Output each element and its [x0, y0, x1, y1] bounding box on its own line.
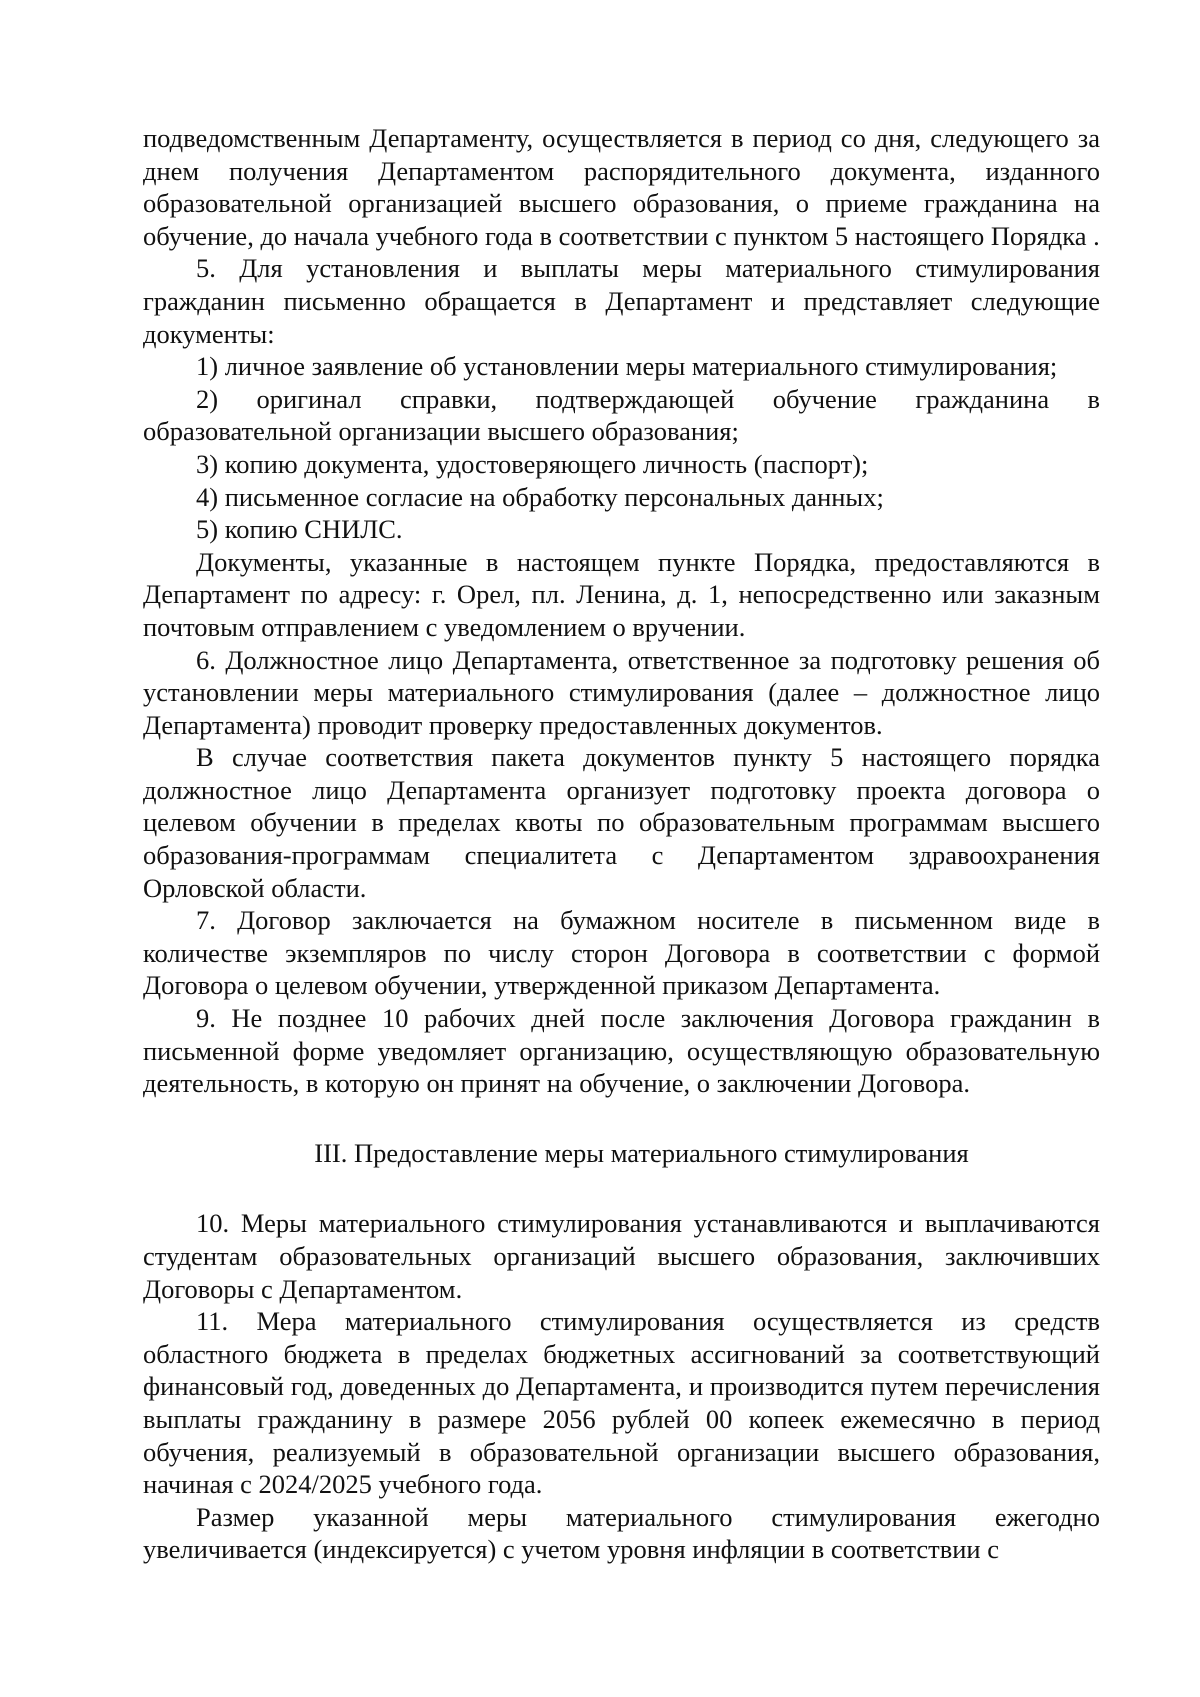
paragraph-item-7: 7. Договор заключается на бумажном носителе в письменном виде в количестве экземпляров по числу сторон Договора в соответствии с формой Договора о целевом обучении, утвержденной приказом Департамента. — [143, 905, 1100, 1001]
list-item-5: 5) копию СНИЛС. — [196, 514, 403, 545]
paragraph-item-10: 10. Меры материального стимулирования устанавливаются и выплачиваются студентам образовательных организаций высшего образования, заключивших Договоры с Департаментом. — [143, 1208, 1100, 1304]
paragraph-indexation: Размер указанной меры материального стимулирования ежегодно увеличивается (индексируется) с учетом уровня инфляции в соответствии с — [143, 1501, 1100, 1565]
paragraph-continuation: подведомственным Департаменту, осуществляется в период со дня, следующего за днем получения Департаментом распорядительного документа, изданного образовательной организацией высшего образования, о приеме гражданина на обучение, до начала учебного года в соответствии с пунктом 5 настоящего Порядка . — [143, 123, 1100, 251]
list-item-3: 3) копию документа, удостоверяющего личность (паспорт); — [196, 448, 869, 479]
paragraph-item-9: 9. Не позднее 10 рабочих дней после заключения Договора гражданин в письменной форме уведомляет организацию, осуществляющую образовательную деятельность, в которую он принят на обучение, о заключении Договора. — [143, 1003, 1100, 1099]
paragraph-item-11: 11. Мера материального стимулирования осуществляется из средств областного бюджета в пределах бюджетных ассигнований за соответствующий финансовый год, доведенных до Департамента, и производится путем перечисления выплаты гражданину в размере 2056 рублей 00 копеек ежемесячно в период обучения, реализуемый в образовательной организации высшего образования, начиная с 2024/2025 учебного года. — [143, 1306, 1100, 1500]
list-item-1: 1) личное заявление об установлении меры материального стимулирования; — [196, 351, 1058, 382]
paragraph-documents-address: Документы, указанные в настоящем пункте Порядка, предоставляются в Департамент по адресу: г. Орел, пл. Ленина, д. 1, непосредственно или заказным почтовым отправлением с уведомлением о вручении. — [143, 546, 1100, 642]
paragraph-item-5: 5. Для установления и выплаты меры материального стимулирования гражданин письменно обращается в Департамент и представляет следующие документы: — [143, 253, 1100, 349]
paragraph-item-6: 6. Должностное лицо Департамента, ответственное за подготовку решения об установлении меры материального стимулирования (далее – должностное лицо Департамента) проводит проверку предоставленных документов. — [143, 644, 1100, 740]
list-item-4: 4) письменное согласие на обработку персональных данных; — [196, 481, 884, 512]
section-title: III. Предоставление меры материального стимулирования — [314, 1137, 969, 1168]
paragraph-case-compliance: В случае соответствия пакета документов пункту 5 настоящего порядка должностное лицо Департамента организует подготовку проекта договора о целевом обучении в пределах квоты по образовательным программам высшего образования-программам специалитета с Департаментом здравоохранения Орловской области. — [143, 742, 1100, 903]
list-item-2: 2) оригинал справки, подтверждающей обучение гражданина в образовательной организации высшего образования; — [143, 383, 1100, 447]
